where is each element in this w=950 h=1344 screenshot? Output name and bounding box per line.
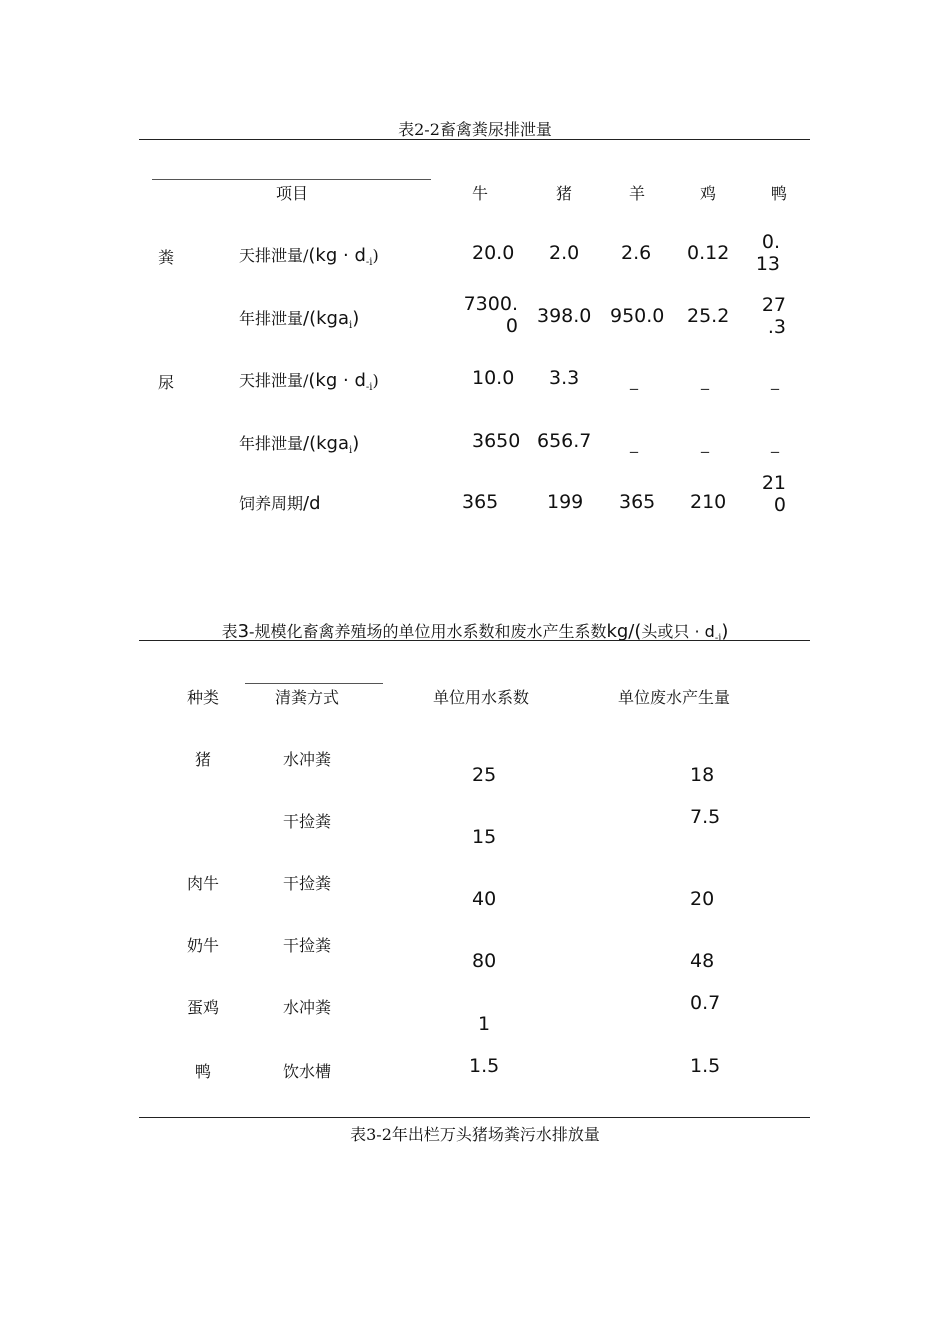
table2-cell-water-use: 1.5 (469, 1055, 500, 1077)
table2-header-water-use: 单位用水系数 (433, 688, 530, 707)
table2-cell-method: 水冲粪 (283, 998, 332, 1017)
table1-header-pig: 猪 (556, 184, 573, 203)
table2-cell-wastewater: 1.5 (690, 1055, 721, 1077)
table1-cell-duck: 0. 13 (755, 231, 780, 275)
table1-row-label: 天排泄量$/(kg \cdot d_{-i})$ (239, 370, 379, 394)
table1-cell-duck: 21 0 (761, 472, 786, 516)
table1-cell-sheep: _ (630, 434, 638, 453)
table2-cell-species: 蛋鸡 (187, 998, 220, 1017)
table1-cell-cattle: 20.0 (472, 242, 515, 264)
table1-header-duck: 鸭 (771, 184, 788, 203)
table2-caption: 表3-规模化畜禽养殖场的单位用水系数和废水产生系数kg/(头或只 · $d_{-i}$) (221, 621, 729, 645)
table1-header-chicken: 鸡 (700, 184, 717, 203)
table2-cell-species: 奶牛 (187, 936, 220, 955)
table2-cell-water-use: 1 (478, 1013, 491, 1035)
table1-cell-duck: 27 .3 (761, 294, 786, 338)
table2-cell-method: 饮水槽 (283, 1062, 332, 1081)
table1-cell-pig: 398.0 (537, 305, 592, 327)
table1-cell-pig: 199 (547, 491, 584, 513)
table1-top-rule (139, 139, 810, 140)
table1-header-cattle: 牛 (472, 184, 489, 203)
table1-cell-pig: 2.0 (549, 242, 580, 264)
table1-cell-duck: _ (771, 434, 779, 453)
table2-top-rule (139, 640, 810, 641)
table1-cell-chicken: 210 (690, 491, 727, 513)
table1-cell-sheep: 2.6 (621, 242, 652, 264)
table1-cell-chicken: _ (701, 371, 709, 390)
table2-cell-water-use: 15 (472, 826, 497, 848)
table2-cell-method: 干捡粪 (283, 812, 332, 831)
table2-cell-water-use: 40 (472, 888, 497, 910)
table1-group-urine: 尿 (158, 373, 175, 392)
table3-caption: 表3-2年出栏万头猪场粪污水排放量 (350, 1125, 600, 1144)
table1-cell-duck: _ (771, 371, 779, 390)
table2-bottom-rule (139, 1117, 810, 1118)
table2-cell-method: 水冲粪 (283, 750, 332, 769)
table1-header-sheep: 羊 (629, 184, 646, 203)
table2-cell-method: 干捡粪 (283, 936, 332, 955)
table2-cell-water-use: 80 (472, 950, 497, 972)
table1-row-label: 饲养周期/d (239, 493, 321, 514)
table1-cell-chicken: 25.2 (687, 305, 730, 327)
table2-header-wastewater: 单位废水产生量 (618, 688, 731, 707)
table2-header-diagonal-line (245, 683, 383, 684)
table2-cell-species: 猪 (195, 750, 212, 769)
table1-cell-sheep: _ (630, 371, 638, 390)
table1-cell-chicken: 0.12 (687, 242, 730, 264)
table2-cell-wastewater: 0.7 (690, 992, 721, 1014)
table2-cell-species: 肉牛 (187, 874, 220, 893)
table1-cell-sheep: 950.0 (610, 305, 665, 327)
table2-cell-water-use: 25 (472, 764, 497, 786)
table2-cell-method: 干捡粪 (283, 874, 332, 893)
table2-cell-wastewater: 18 (690, 764, 715, 786)
table1-row-label: 年排泄量/(kga$_i$) (239, 308, 360, 332)
table2-header-species: 种类 (187, 688, 220, 707)
table1-cell-pig: 3.3 (549, 367, 580, 389)
table2-cell-wastewater: 7.5 (690, 806, 721, 828)
table1-row-label: 年排泄量/(kga$_i$) (239, 433, 360, 457)
table1-cell-cattle: 10.0 (472, 367, 515, 389)
table1-cell-chicken: _ (701, 434, 709, 453)
table1-cell-cattle: 365 (462, 491, 499, 513)
table1-header-diagonal-line (152, 179, 431, 180)
table2-cell-wastewater: 48 (690, 950, 715, 972)
table1-row-label: 天排泄量$/(kg \cdot d_{-i})$ (239, 245, 379, 269)
table2-cell-wastewater: 20 (690, 888, 715, 910)
table1-cell-cattle: 3650 (472, 430, 521, 452)
table1-caption: 表2-2畜禽粪尿排泄量 (398, 120, 552, 139)
table1-header-item: 项目 (276, 184, 309, 203)
table1-cell-sheep: 365 (619, 491, 656, 513)
table2-cell-species: 鸭 (195, 1062, 212, 1081)
table1-group-feces: 粪 (158, 248, 175, 267)
table1-cell-cattle: 7300. 0 (463, 293, 518, 337)
table1-cell-pig: 656.7 (537, 430, 592, 452)
table2-header-method: 清粪方式 (275, 688, 340, 707)
